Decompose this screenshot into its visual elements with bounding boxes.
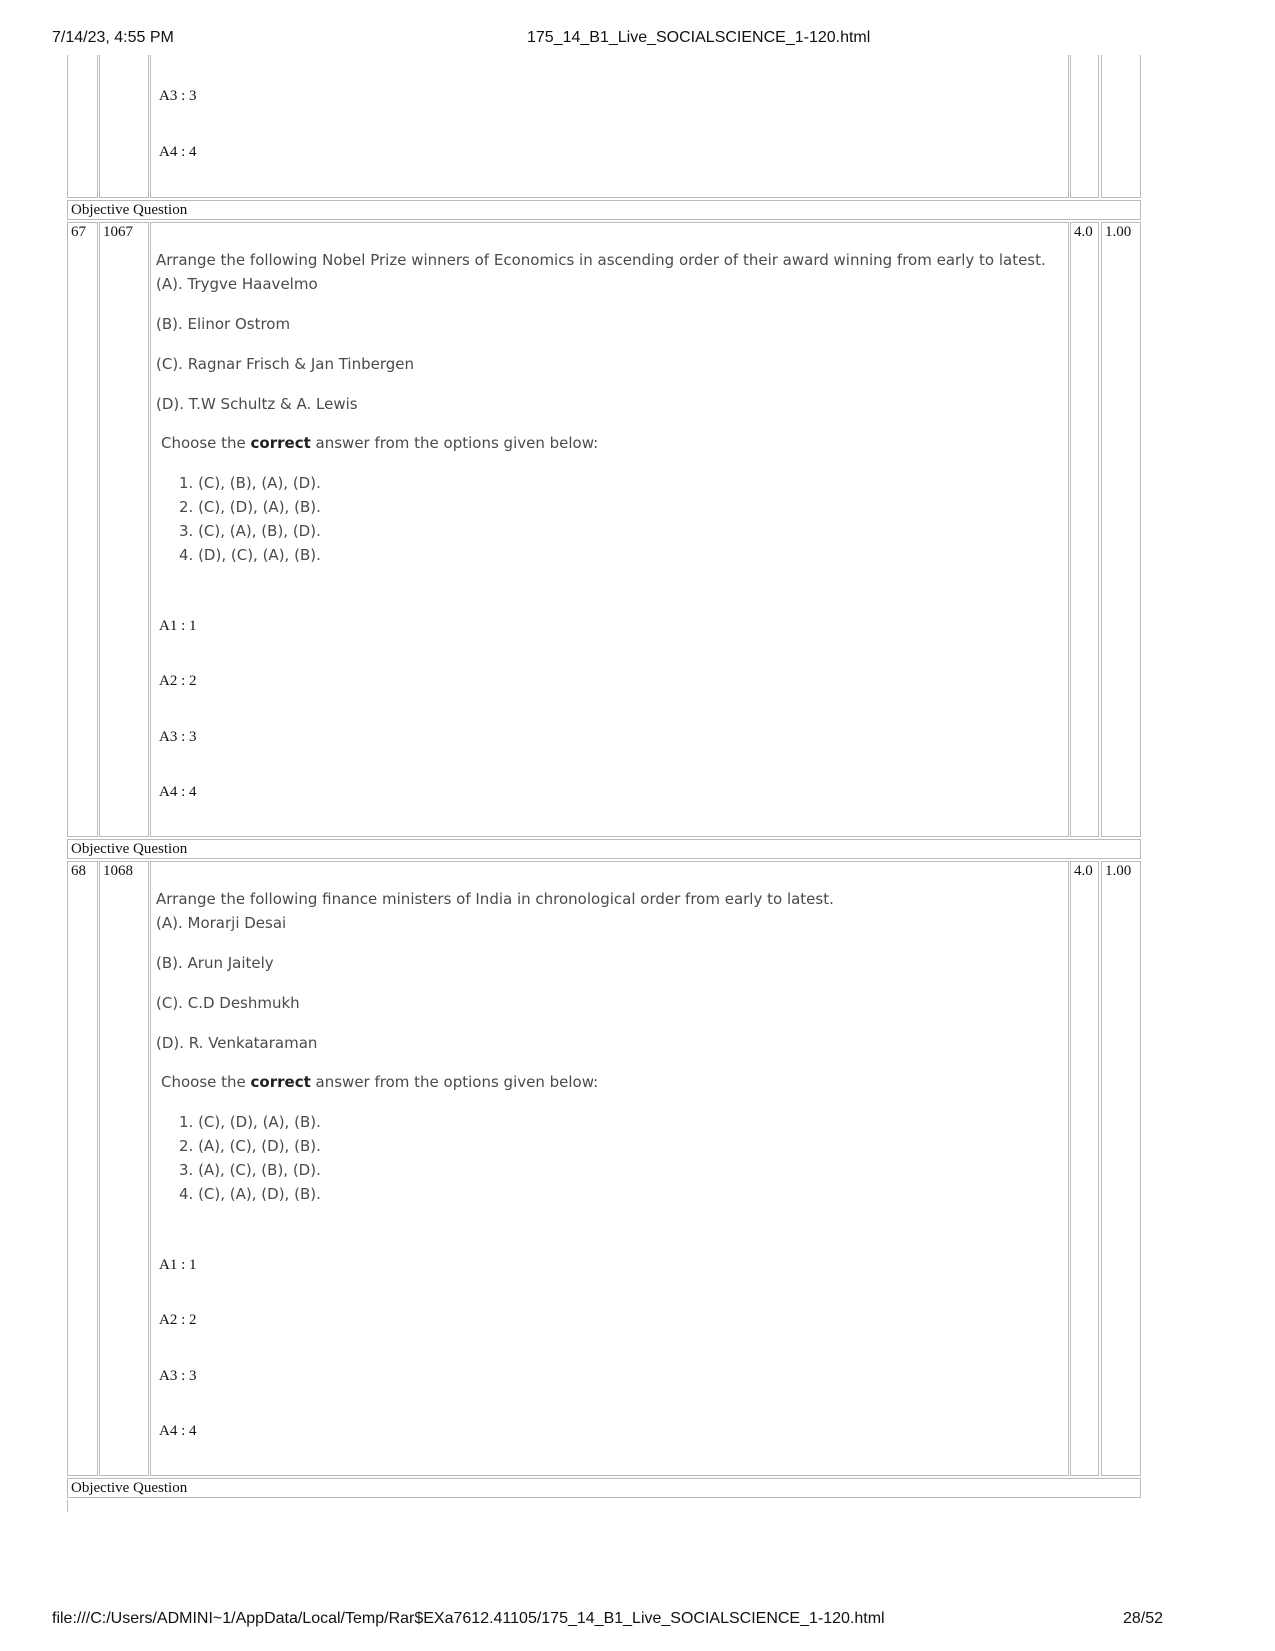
answer-option: A1 : 1 (159, 618, 197, 634)
question-content-cell (150, 861, 1069, 1476)
choice-option: 1. (C), (B), (A), (D). (179, 474, 321, 492)
choice-option: 4. (C), (A), (D), (B). (179, 1185, 321, 1203)
question-type-label (67, 839, 1141, 859)
question-stem: Arrange the following finance ministers of India in chronological order from early to latest. (156, 890, 834, 908)
page-number: 28/52 (1123, 1610, 1164, 1627)
negative-marks: 1.00 (1105, 863, 1132, 879)
choose-instruction: Choose the correct answer from the options given below: (161, 434, 599, 452)
question-type-label (67, 200, 1141, 220)
prev-qid-cell (99, 55, 149, 198)
choice-option: 1. (C), (D), (A), (B). (179, 1113, 321, 1131)
negative-marks-cell (1101, 861, 1141, 1476)
answer-option: A3 : 3 (159, 88, 197, 104)
question-item: (A). Trygve Haavelmo (156, 275, 318, 293)
choose-instruction: Choose the correct answer from the options given below: (161, 1073, 599, 1091)
print-document-title: 175_14_B1_Live_SOCIALSCIENCE_1-120.html (527, 29, 871, 46)
serial-number-cell (67, 222, 98, 837)
serial-number: 67 (71, 224, 86, 240)
question-type-label (67, 1478, 1141, 1498)
question-id: 1067 (103, 224, 133, 240)
answer-option: A4 : 4 (159, 1423, 197, 1439)
print-file-path: file:///C:/Users/ADMINI~1/AppData/Local/Temp/Rar$EXa7612.41105/175_14_B1_Live_SOCIALSCIENCE_1-120.html (52, 1610, 885, 1627)
marks-cell (1070, 861, 1099, 1476)
prev-sno-cell (67, 55, 98, 198)
question-type-text: Objective Question (71, 1480, 188, 1496)
answer-option: A1 : 1 (159, 1257, 197, 1273)
print-datetime: 7/14/23, 4:55 PM (52, 29, 174, 46)
prev-negative-cell (1101, 55, 1141, 198)
answer-option: A4 : 4 (159, 784, 197, 800)
question-id: 1068 (103, 863, 133, 879)
question-id-cell (99, 222, 149, 837)
question-item: (B). Elinor Ostrom (156, 315, 291, 333)
question-item: (C). Ragnar Frisch & Jan Tinbergen (156, 355, 415, 373)
table-continuation (67, 1500, 1141, 1512)
negative-marks: 1.00 (1105, 224, 1132, 240)
question-content-cell (150, 222, 1069, 837)
question-item: (D). R. Venkataraman (156, 1034, 318, 1052)
question-item: (D). T.W Schultz & A. Lewis (156, 395, 358, 413)
question-id-cell (99, 861, 149, 1476)
marks-cell (1070, 222, 1099, 837)
question-type-text: Objective Question (71, 841, 188, 857)
answer-option: A2 : 2 (159, 1312, 197, 1328)
choice-option: 2. (C), (D), (A), (B). (179, 498, 321, 516)
question-item: (C). C.D Deshmukh (156, 994, 300, 1012)
prev-content-cell (150, 55, 1069, 198)
prev-marks-cell (1070, 55, 1099, 198)
choice-option: 3. (A), (C), (B), (D). (179, 1161, 321, 1179)
choice-option: 3. (C), (A), (B), (D). (179, 522, 321, 540)
answer-option: A3 : 3 (159, 729, 197, 745)
marks: 4.0 (1074, 224, 1093, 240)
answer-option: A4 : 4 (159, 144, 197, 160)
choice-option: 4. (D), (C), (A), (B). (179, 546, 321, 564)
question-type-text: Objective Question (71, 202, 188, 218)
marks: 4.0 (1074, 863, 1093, 879)
answer-option: A2 : 2 (159, 673, 197, 689)
question-stem: Arrange the following Nobel Prize winners of Economics in ascending order of their award winning from early to latest. (156, 251, 1046, 269)
answer-option: A3 : 3 (159, 1368, 197, 1384)
serial-number: 68 (71, 863, 86, 879)
choice-option: 2. (A), (C), (D), (B). (179, 1137, 321, 1155)
serial-number-cell (67, 861, 98, 1476)
negative-marks-cell (1101, 222, 1141, 837)
question-item: (A). Morarji Desai (156, 914, 287, 932)
question-item: (B). Arun Jaitely (156, 954, 274, 972)
